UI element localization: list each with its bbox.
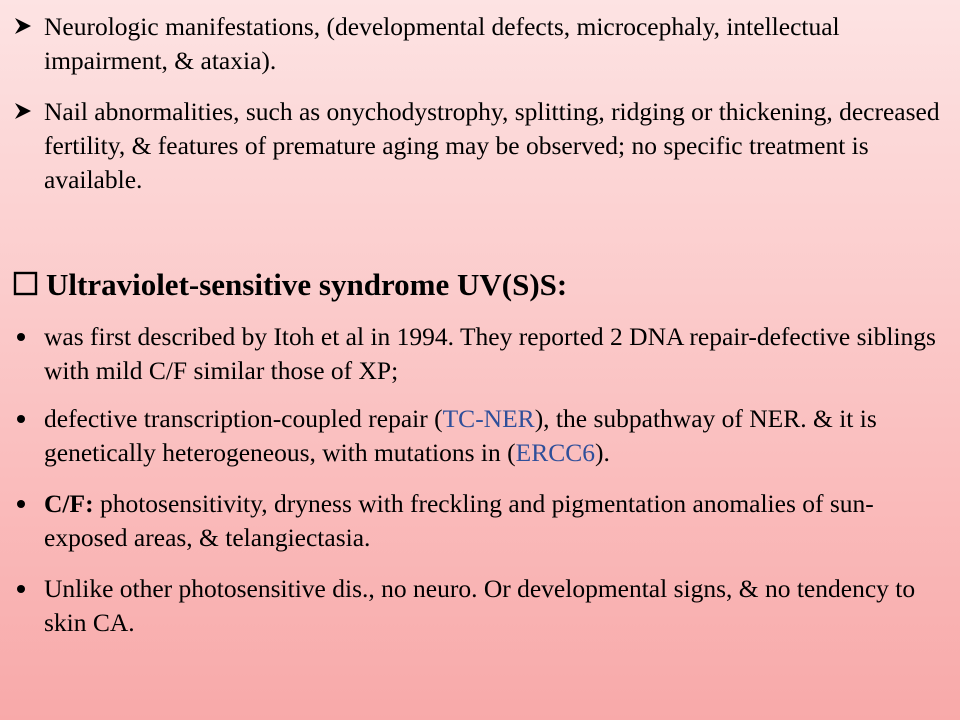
arrow-item-text: Neurologic manifestations, (developmental defects, microcephaly, intellectual impairment, & ataxia). bbox=[44, 12, 840, 75]
arrow-bullet-icon bbox=[13, 16, 39, 36]
arrow-bullet-icon bbox=[13, 101, 39, 121]
checkbox-bullet-icon bbox=[13, 271, 39, 297]
bullet-text: was first described by Itoh et al in 1994. They reported 2 DNA repair-defective siblings with mild C/F similar those of XP; bbox=[44, 322, 936, 385]
heading-text: Ultraviolet-sensitive syndrome UV(S)S: bbox=[46, 267, 568, 302]
bullet-text: Unlike other photosensitive dis., no neuro. Or developmental signs, & no tendency to skin CA. bbox=[44, 574, 916, 637]
cf-label: C/F: bbox=[44, 489, 94, 518]
bullet-text-part: defective transcription-coupled repair ( bbox=[44, 404, 443, 433]
dot-bullet-icon bbox=[13, 576, 39, 602]
bullet-text-part: ), the subpathway of NER. & it is genetically heterogeneous, with mutations in ( bbox=[44, 404, 877, 467]
bullet-text bbox=[44, 402, 942, 470]
bullet-text-part: photosensitivity, dryness with freckling and pigmentation anomalies of sun-exposed areas, & telangiectasia. bbox=[44, 489, 874, 552]
arrow-item-text: Nail abnormalities, such as onychodystrophy, splitting, ridging or thickening, decreased fertility, & features of premature aging may be observed; no specific treatment is available. bbox=[44, 97, 940, 194]
dot-bullet-icon bbox=[13, 324, 39, 350]
tc-ner-link[interactable]: TC-NER bbox=[442, 404, 535, 433]
bullet-text-part: ). bbox=[595, 438, 610, 467]
dot-bullet-icon bbox=[13, 406, 39, 432]
dot-bullet-icon bbox=[13, 491, 39, 517]
bullet-text bbox=[44, 487, 942, 555]
ercc6-link[interactable]: ERCC6 bbox=[515, 438, 595, 467]
